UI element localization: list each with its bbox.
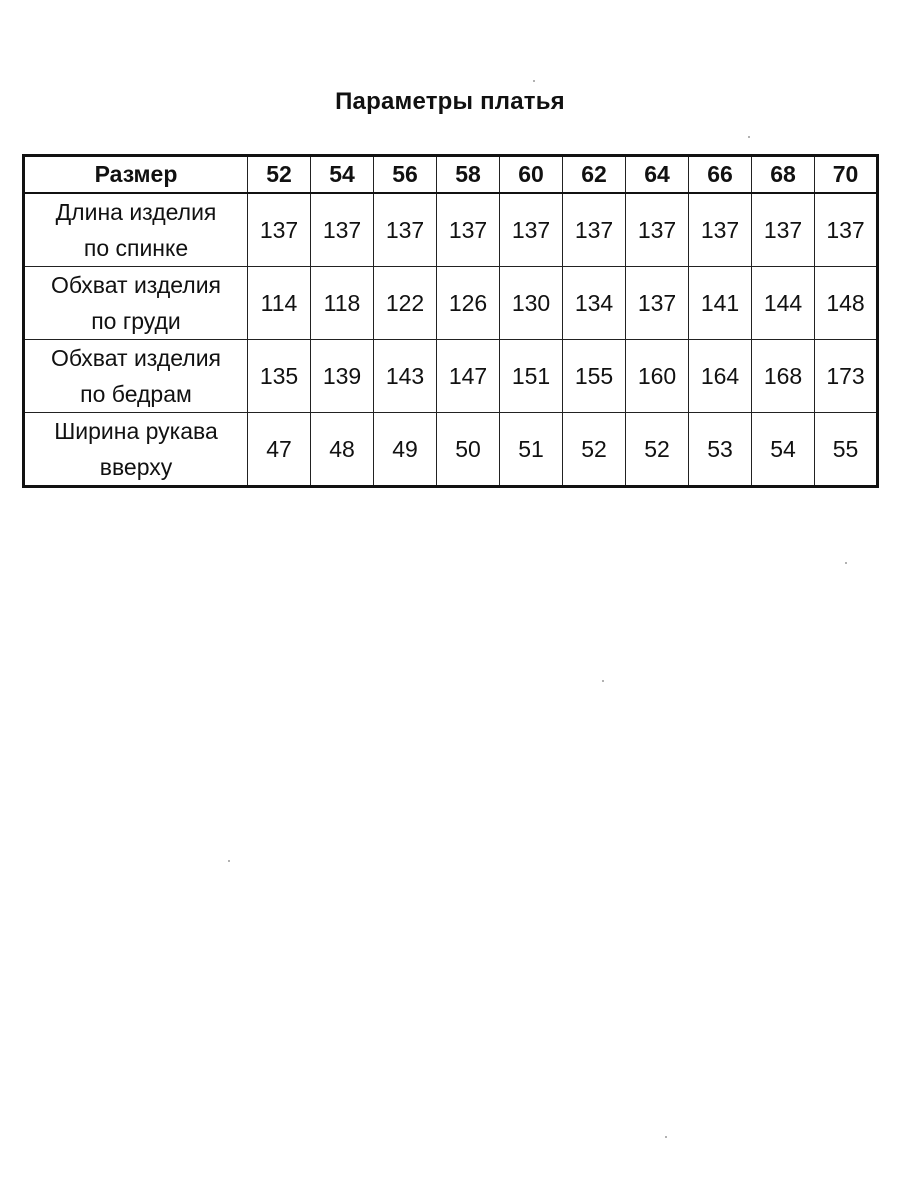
size-header-cell: 66 <box>689 156 752 194</box>
row-label-line: Обхват изделия <box>50 272 222 298</box>
value-cell: 141 <box>689 267 752 340</box>
value-cell: 53 <box>689 413 752 487</box>
table-row <box>24 413 878 487</box>
scan-speck <box>228 860 230 862</box>
value-cell: 137 <box>437 193 500 267</box>
size-header-cell: 52 <box>248 156 311 194</box>
value-cell: 122 <box>374 267 437 340</box>
row-label <box>24 413 248 487</box>
value-cell: 148 <box>815 267 878 340</box>
value-cell: 118 <box>311 267 374 340</box>
value-cell: 47 <box>248 413 311 487</box>
row-label-line: по груди <box>91 308 181 334</box>
value-cell: 130 <box>500 267 563 340</box>
value-cell: 173 <box>815 340 878 413</box>
value-cell: 137 <box>626 193 689 267</box>
value-cell: 134 <box>563 267 626 340</box>
value-cell: 137 <box>374 193 437 267</box>
value-cell: 160 <box>626 340 689 413</box>
value-cell: 139 <box>311 340 374 413</box>
table-row <box>24 267 878 340</box>
size-table <box>22 154 879 488</box>
value-cell: 137 <box>752 193 815 267</box>
value-cell: 137 <box>311 193 374 267</box>
scan-speck <box>602 680 604 682</box>
value-cell: 137 <box>815 193 878 267</box>
row-label-line: по бедрам <box>80 381 192 407</box>
size-header-cell: 68 <box>752 156 815 194</box>
value-cell: 147 <box>437 340 500 413</box>
row-label <box>24 193 248 267</box>
value-cell: 137 <box>563 193 626 267</box>
value-cell: 137 <box>500 193 563 267</box>
header-row <box>24 156 878 194</box>
value-cell: 137 <box>626 267 689 340</box>
scan-speck <box>845 562 847 564</box>
value-cell: 51 <box>500 413 563 487</box>
value-cell: 126 <box>437 267 500 340</box>
row-label <box>24 267 248 340</box>
value-cell: 52 <box>563 413 626 487</box>
size-header-cell: 58 <box>437 156 500 194</box>
scan-speck <box>533 80 535 82</box>
value-cell: 143 <box>374 340 437 413</box>
size-header-cell: 64 <box>626 156 689 194</box>
value-cell: 164 <box>689 340 752 413</box>
row-label-line: Ширина рукава <box>54 418 218 444</box>
scan-speck <box>748 136 750 138</box>
header-size-label: Размер <box>24 156 248 194</box>
table-row <box>24 193 878 267</box>
value-cell: 114 <box>248 267 311 340</box>
value-cell: 50 <box>437 413 500 487</box>
value-cell: 54 <box>752 413 815 487</box>
scan-speck <box>665 1136 667 1138</box>
size-header-cell: 54 <box>311 156 374 194</box>
size-header-cell: 70 <box>815 156 878 194</box>
value-cell: 168 <box>752 340 815 413</box>
value-cell: 49 <box>374 413 437 487</box>
size-header-cell: 62 <box>563 156 626 194</box>
value-cell: 137 <box>689 193 752 267</box>
size-header-cell: 60 <box>500 156 563 194</box>
value-cell: 137 <box>248 193 311 267</box>
row-label-line: вверху <box>99 454 173 480</box>
row-label-line: Длина изделия <box>55 199 217 225</box>
row-label-line: Обхват изделия <box>50 345 222 371</box>
row-label <box>24 340 248 413</box>
value-cell: 144 <box>752 267 815 340</box>
row-label-line: по спинке <box>83 235 189 261</box>
value-cell: 52 <box>626 413 689 487</box>
value-cell: 155 <box>563 340 626 413</box>
value-cell: 48 <box>311 413 374 487</box>
size-header-cell: 56 <box>374 156 437 194</box>
value-cell: 151 <box>500 340 563 413</box>
value-cell: 55 <box>815 413 878 487</box>
page-title: Параметры платья <box>335 88 565 115</box>
table-row <box>24 340 878 413</box>
value-cell: 135 <box>248 340 311 413</box>
